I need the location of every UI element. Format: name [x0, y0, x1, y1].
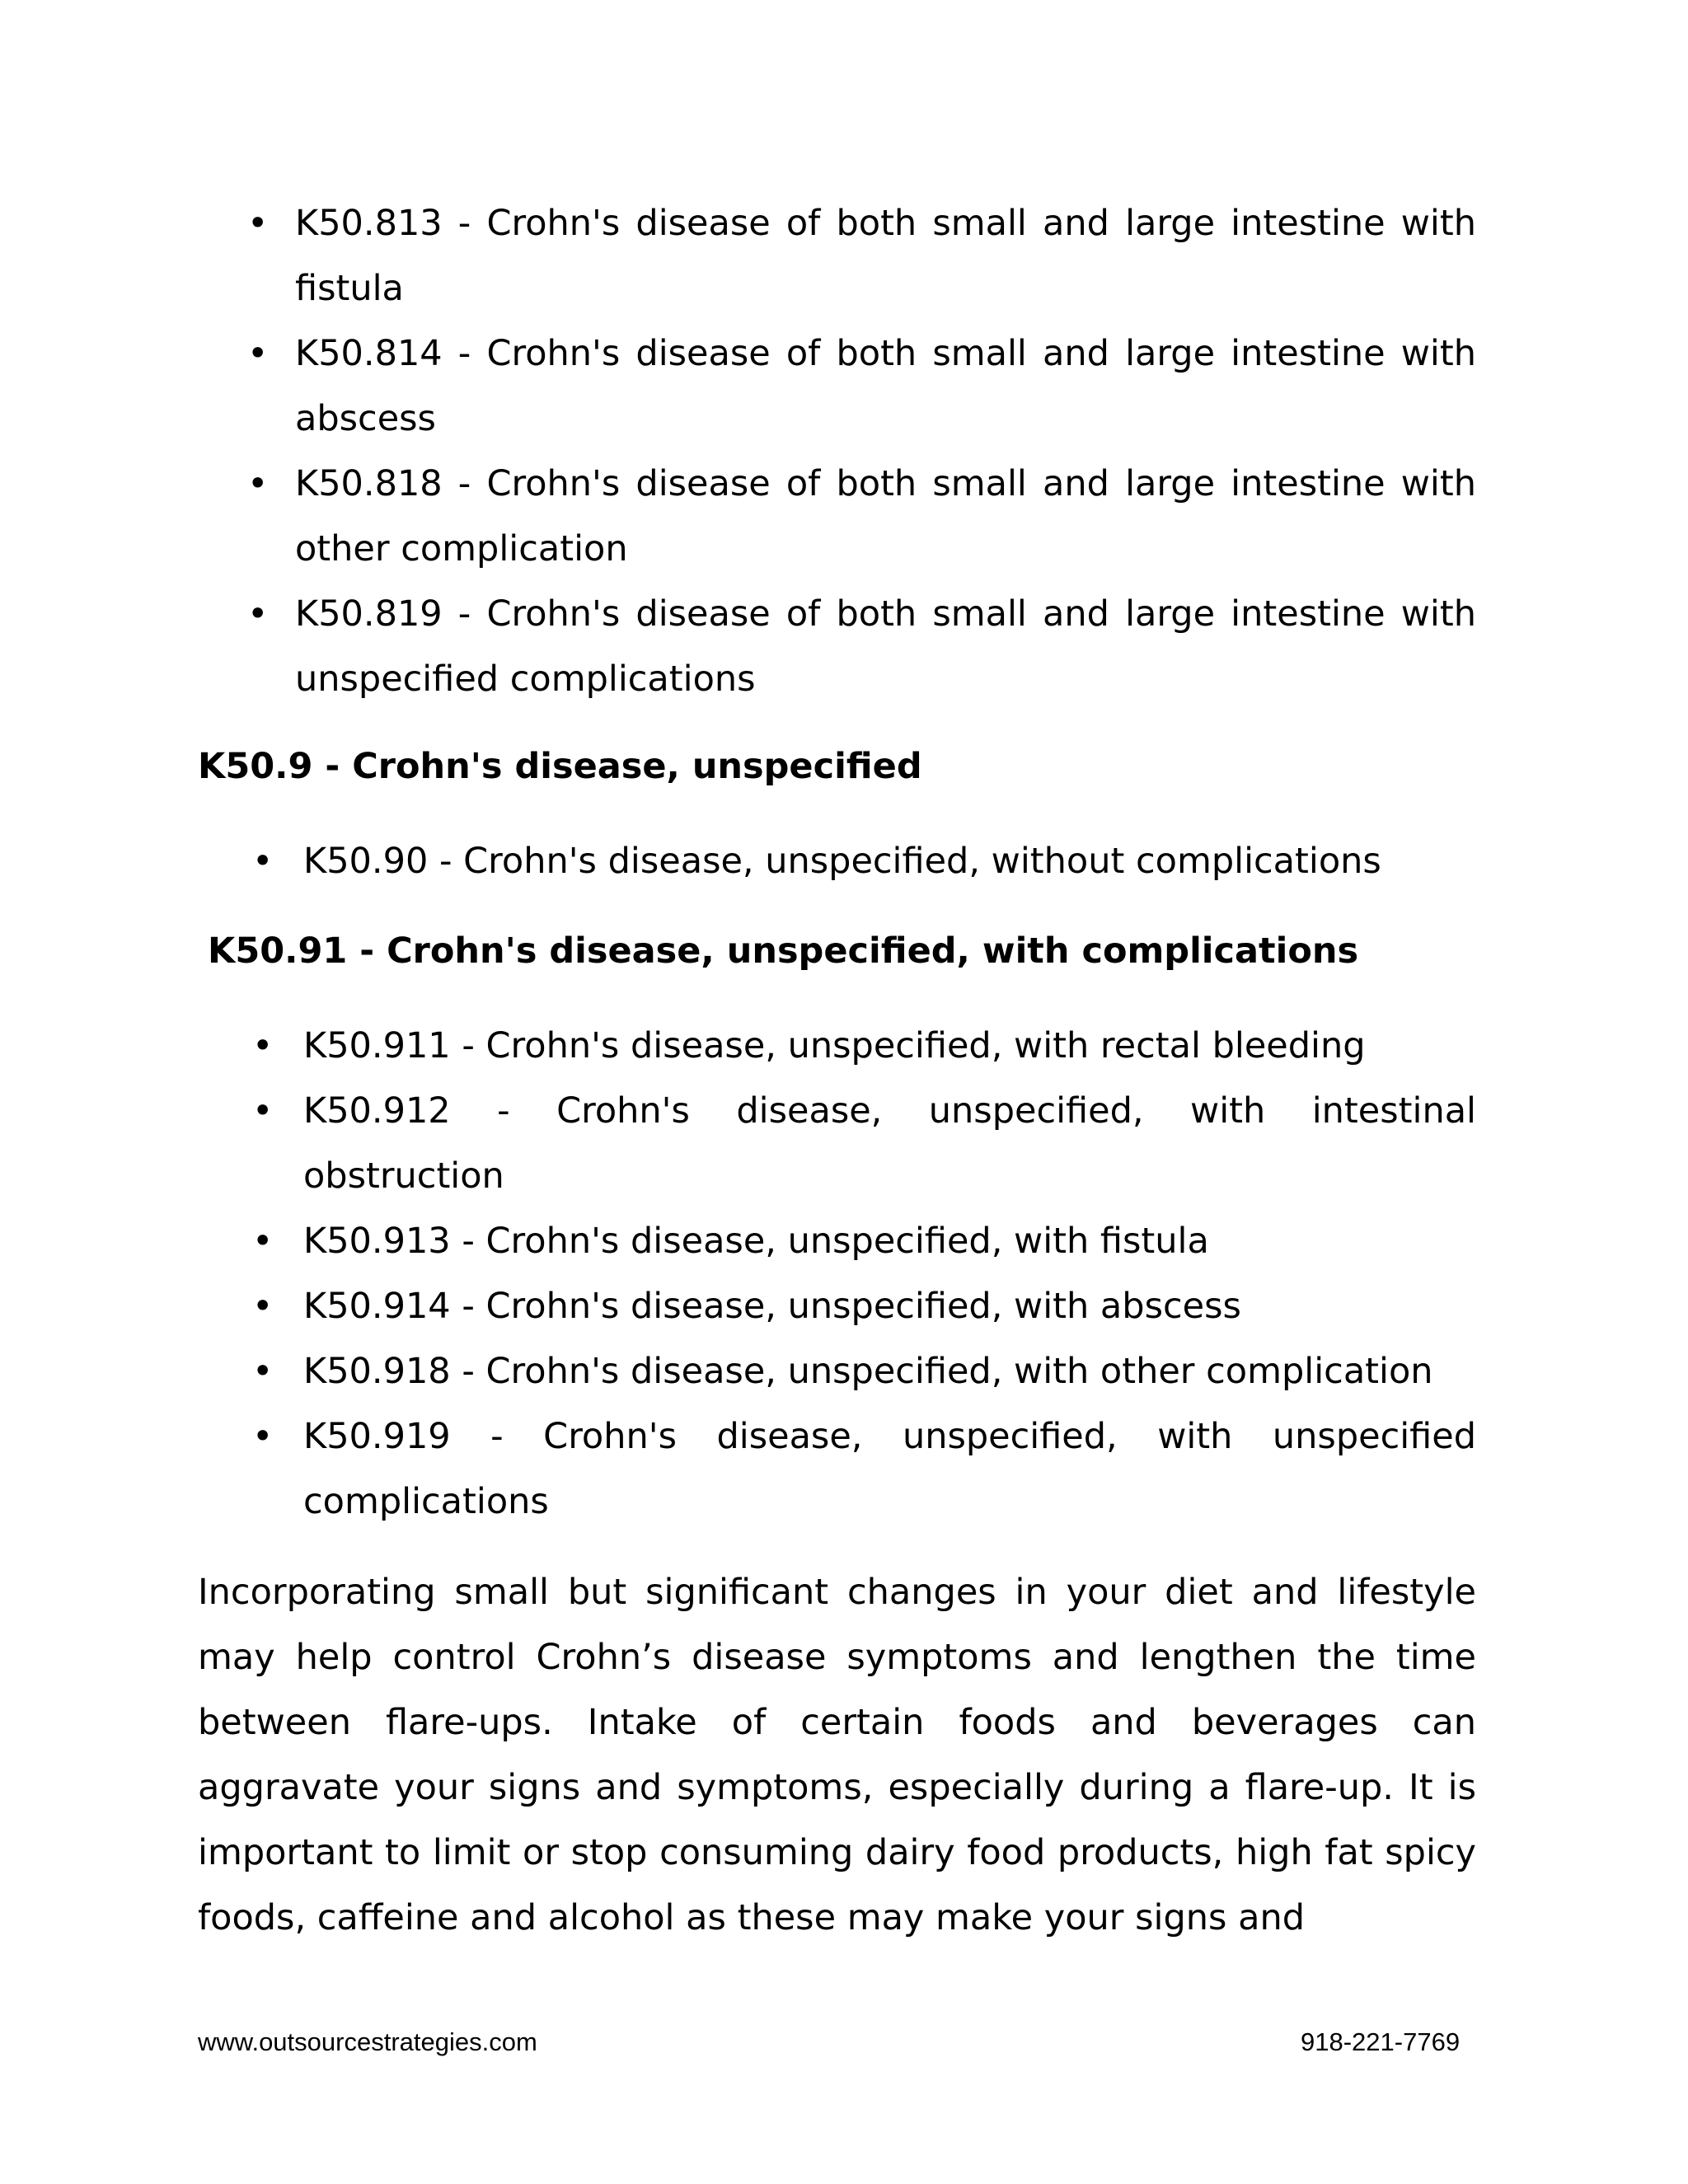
k50-81-code-list	[247, 191, 1476, 712]
list-item	[252, 1079, 1476, 1209]
bullet-icon: •	[247, 463, 269, 504]
list-item-text: K50.818 - Crohn's disease of both small and large intestine with other complication	[295, 463, 1476, 569]
bullet-icon: •	[247, 333, 269, 374]
bullet-icon: •	[252, 1221, 274, 1262]
bullet-icon: •	[252, 1286, 274, 1327]
bullet-icon: •	[252, 1351, 274, 1392]
list-item	[252, 1209, 1476, 1274]
list-item	[252, 1404, 1476, 1535]
list-item-text: K50.912 - Crohn's disease, unspecified, with intestinal obstruction	[303, 1090, 1476, 1197]
section-heading-k50-9: K50.9 - Crohn's disease, unspecified	[198, 746, 922, 787]
k50-91-code-list	[252, 1014, 1476, 1535]
k50-9-code-list	[252, 829, 1476, 894]
footer-website-link[interactable]: www.outsourcestrategies.com	[198, 2027, 537, 2056]
body-paragraph: Incorporating small but significant changes in your diet and lifestyle may help control Crohn’s disease symptoms and lengthen the time between flare-ups. Intake of certain foods and beverages can aggravate your signs and symptoms, especially during a flare-up. It is important to limit or stop consuming dairy food products, high fat spicy foods, caffeine and alcohol as these may make your signs and	[198, 1572, 1476, 1938]
bullet-icon: •	[247, 593, 269, 635]
bullet-icon: •	[252, 841, 274, 882]
list-item	[247, 452, 1476, 582]
list-item	[247, 191, 1476, 321]
section-heading-k50-91: K50.91 - Crohn's disease, unspecified, with complications	[208, 930, 1359, 972]
list-item-text: K50.914 - Crohn's disease, unspecified, with abscess	[303, 1286, 1241, 1327]
list-item	[247, 321, 1476, 452]
bullet-icon: •	[247, 203, 269, 244]
list-item	[252, 1339, 1476, 1404]
list-item	[252, 1014, 1476, 1079]
list-item-text: K50.90 - Crohn's disease, unspecified, without complications	[303, 841, 1381, 882]
list-item-text: K50.911 - Crohn's disease, unspecified, with rectal bleeding	[303, 1025, 1366, 1066]
footer-phone: 918-221-7769	[1301, 2027, 1461, 2056]
list-item-text: K50.919 - Crohn's disease, unspecified, with unspecified complications	[303, 1416, 1476, 1522]
list-item	[252, 829, 1476, 894]
list-item-text: K50.814 - Crohn's disease of both small and large intestine with abscess	[295, 333, 1476, 439]
list-item-text: K50.813 - Crohn's disease of both small and large intestine with fistula	[295, 203, 1476, 309]
bullet-icon: •	[252, 1090, 274, 1132]
bullet-icon: •	[252, 1025, 274, 1066]
list-item	[252, 1274, 1476, 1339]
bullet-icon: •	[252, 1416, 274, 1457]
list-item-text: K50.819 - Crohn's disease of both small and large intestine with unspecified complications	[295, 593, 1476, 700]
list-item	[247, 582, 1476, 712]
list-item-text: K50.913 - Crohn's disease, unspecified, with fistula	[303, 1221, 1209, 1262]
list-item-text: K50.918 - Crohn's disease, unspecified, with other complication	[303, 1351, 1433, 1392]
